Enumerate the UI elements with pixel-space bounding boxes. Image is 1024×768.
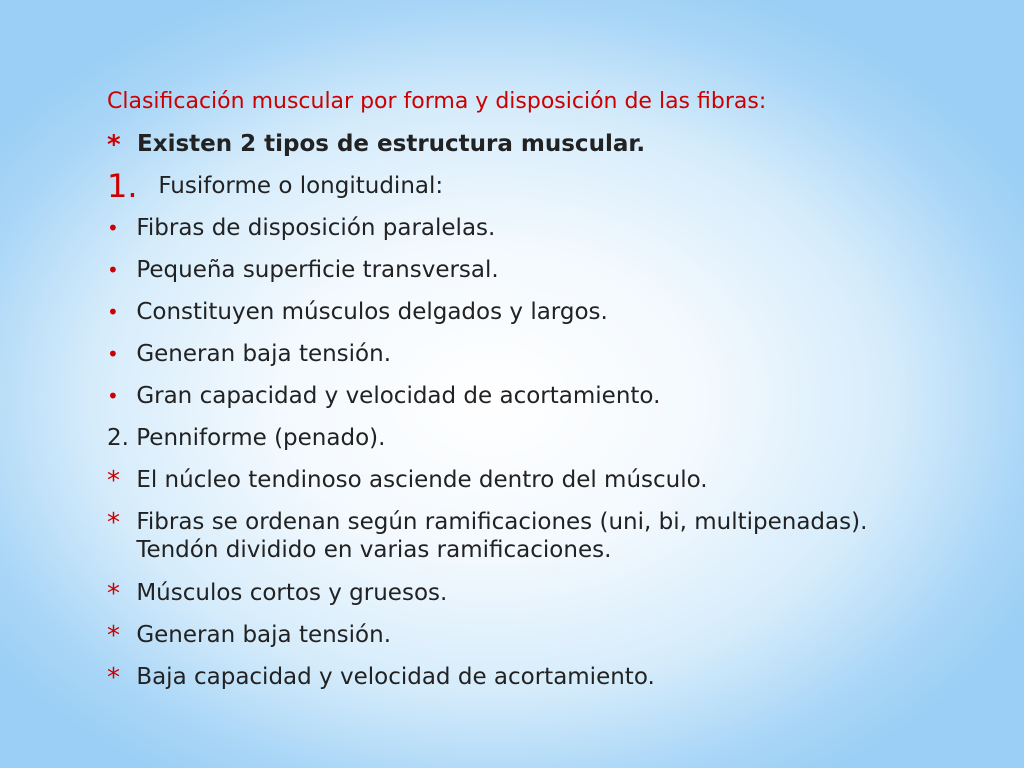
star-marker: *: [107, 663, 120, 693]
section-1-number: 1.: [107, 167, 138, 205]
list-item-text: Fibras de disposición paralelas.: [136, 215, 496, 241]
intro-line: [107, 130, 645, 160]
list-item: [107, 214, 495, 242]
star-marker: *: [107, 130, 121, 160]
intro-text: Existen 2 tipos de estructura muscular.: [137, 131, 646, 157]
list-item: [107, 508, 916, 564]
list-item-text: Constituyen músculos delgados y largos.: [136, 299, 608, 325]
bullet-marker: •: [107, 216, 119, 240]
bullet-marker: •: [107, 384, 119, 408]
list-item: [107, 340, 391, 368]
list-item-text: El núcleo tendinoso asciende dentro del músculo.: [136, 467, 708, 493]
list-item-text: Generan baja tensión.: [136, 341, 392, 367]
list-item: [107, 382, 660, 410]
list-item: [107, 579, 447, 609]
list-item: [107, 256, 499, 284]
list-item-text: Gran capacidad y velocidad de acortamiento.: [136, 383, 661, 409]
list-item: [107, 663, 655, 693]
bullet-marker: •: [107, 258, 119, 282]
list-item: [107, 621, 391, 651]
star-marker: *: [107, 508, 120, 538]
list-item: [107, 298, 608, 326]
star-marker: *: [107, 466, 120, 496]
section-2-heading: 2. Penniforme (penado).: [107, 425, 386, 451]
list-item-text: Músculos cortos y gruesos.: [136, 580, 448, 606]
slide-title: Clasificación muscular por forma y disposición de las fibras:: [107, 89, 767, 114]
star-marker: *: [107, 621, 120, 651]
section-1-title: Fusiforme o longitudinal:: [158, 173, 444, 199]
list-item-text: Generan baja tensión.: [136, 622, 392, 648]
list-item-text: Baja capacidad y velocidad de acortamiento.: [136, 664, 655, 690]
star-marker: *: [107, 579, 120, 609]
list-item-text: Fibras se ordenan según ramificaciones (uni, bi, multipenadas). Tendón dividido en varias ramificaciones.: [136, 509, 868, 563]
list-item-text: Pequeña superficie transversal.: [136, 257, 499, 283]
bullet-marker: •: [107, 342, 119, 366]
bullet-marker: •: [107, 300, 119, 324]
section-1-heading: [107, 167, 444, 205]
list-item: [107, 466, 708, 496]
